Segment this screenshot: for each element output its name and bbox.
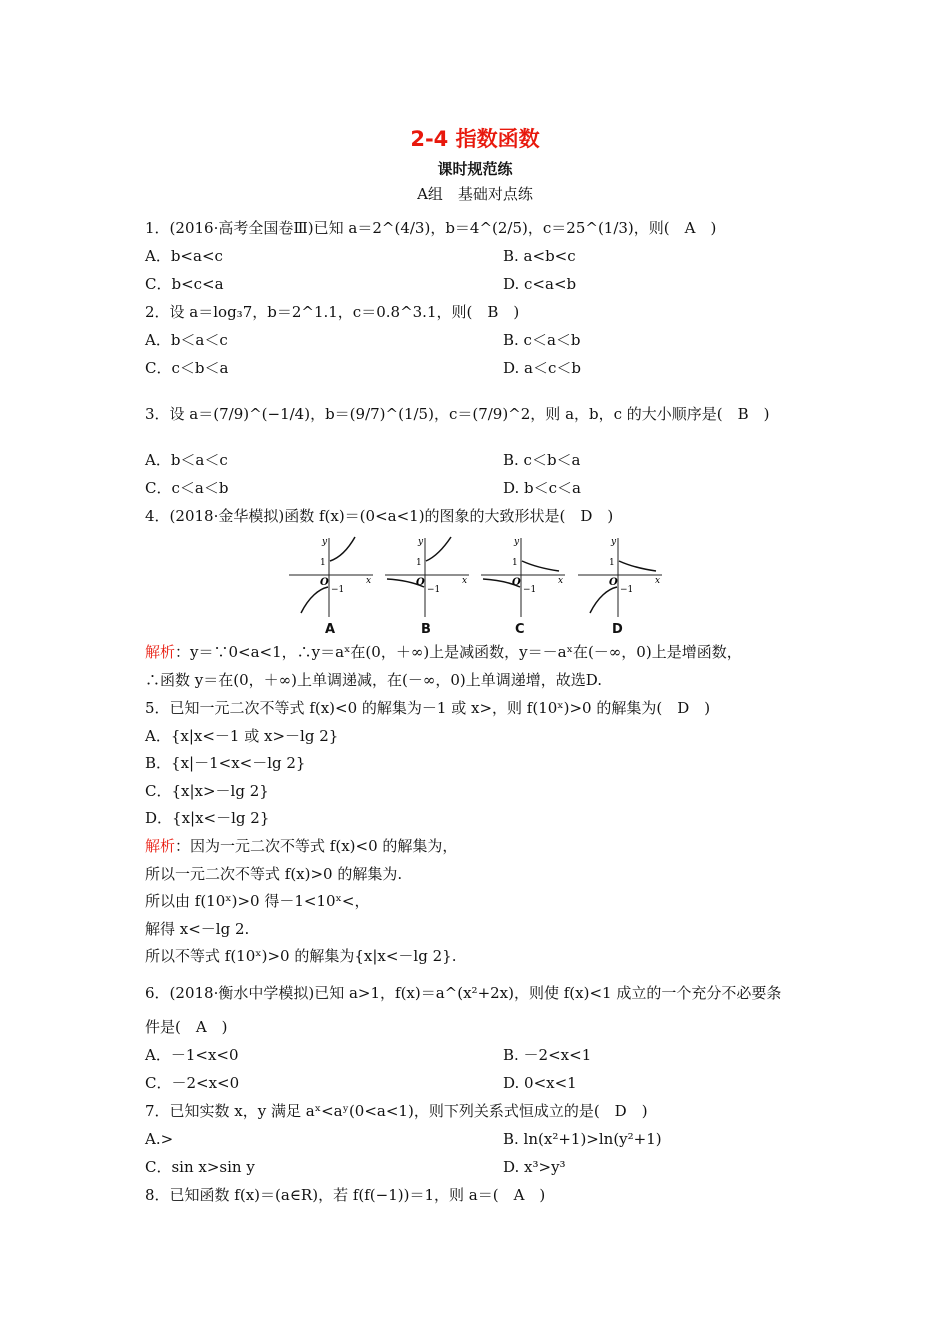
graph-label-b: B bbox=[421, 622, 431, 637]
graph-a bbox=[287, 535, 377, 620]
graph-c bbox=[479, 535, 569, 620]
curve-right bbox=[619, 561, 656, 571]
graph-label-a: A bbox=[325, 622, 336, 637]
q5-option-c: C．{x|x>－lg 2} bbox=[145, 782, 269, 800]
curve-right bbox=[522, 561, 559, 571]
q6-option-c: C．－2<x<0 bbox=[145, 1074, 240, 1092]
q3-option-c: C．c＜a＜b bbox=[145, 479, 229, 497]
q5-option-d: D．{x|x<－lg 2} bbox=[145, 809, 270, 827]
curve-left bbox=[590, 587, 617, 613]
curve-right bbox=[426, 537, 451, 561]
q5-analysis-line-4: 解得 x<－lg 2. bbox=[145, 920, 250, 938]
graph-b bbox=[383, 535, 473, 620]
q1-option-b: B. a<b<c bbox=[503, 247, 576, 265]
q4-analysis-line-1: 解析：y＝∵0<a<1，∴y＝aˣ在(0，＋∞)上是减函数，y＝－aˣ在(－∞，0)上是增函数， bbox=[145, 643, 742, 661]
page-title: 2-4 指数函数 bbox=[410, 127, 540, 151]
q7-option-b: B. ln(x²+1)>ln(y²+1) bbox=[503, 1130, 662, 1148]
q5-option-b: B．{x|－1<x<－lg 2} bbox=[145, 754, 306, 772]
tick-minus-one: −1 bbox=[427, 585, 441, 595]
question-1: 1．(2016·高考全国卷Ⅲ)已知 a＝2^(4/3)，b＝4^(2/5)，c＝25^(1/3)，则( A ) bbox=[145, 219, 717, 237]
tick-minus-one: −1 bbox=[331, 585, 345, 595]
q2-option-c: C．c＜b＜a bbox=[145, 359, 229, 377]
question-2: 2．设 a＝log₃7，b＝2^1.1，c＝0.8^3.1，则( B ) bbox=[145, 303, 520, 321]
q5-analysis-line-2: 所以一元二次不等式 f(x)>0 的解集为. bbox=[145, 865, 403, 883]
axis-y-label: y bbox=[418, 537, 424, 547]
q6-option-a: A．－1<x<0 bbox=[145, 1046, 239, 1064]
q7-option-a: A.> bbox=[145, 1130, 174, 1148]
tick-one: 1 bbox=[416, 558, 422, 568]
q1-option-a: A．b<a<c bbox=[145, 247, 223, 265]
q2-option-a: A．b＜a＜c bbox=[145, 331, 228, 349]
analysis-label: 解析 bbox=[145, 643, 176, 661]
q7-option-d: D. x³>y³ bbox=[503, 1158, 566, 1176]
q1-option-d: D. c<a<b bbox=[503, 275, 577, 293]
question-7: 7．已知实数 x，y 满足 aˣ<aʸ(0<a<1)，则下列关系式恒成立的是( D ) bbox=[145, 1102, 648, 1120]
graph-d bbox=[576, 535, 666, 620]
question-6: 6．(2018·衡水中学模拟)已知 a>1，f(x)＝a^(x²+2x)，则使 f(x)<1 成立的一个充分不必要条 bbox=[145, 984, 782, 1002]
q2-option-b: B. c＜a＜b bbox=[503, 331, 581, 349]
axis-y-label: y bbox=[322, 537, 328, 547]
q4-analysis-line-2: ∴函数 y＝在(0，＋∞)上单调递减，在(－∞，0)上单调递增，故选D. bbox=[145, 671, 602, 689]
origin-label: O bbox=[320, 577, 329, 588]
axis-y-label: y bbox=[514, 537, 520, 547]
q6-option-b: B. －2<x<1 bbox=[503, 1046, 592, 1064]
q2-option-d: D. a＜c＜b bbox=[503, 359, 581, 377]
q7-option-c: C．sin x>sin y bbox=[145, 1158, 255, 1176]
origin-label: O bbox=[416, 577, 425, 588]
q5-analysis-line-5: 所以不等式 f(10ˣ)>0 的解集为{x|x<－lg 2}. bbox=[145, 947, 457, 965]
curve-right bbox=[330, 537, 355, 561]
curve-left bbox=[301, 587, 328, 613]
axis-x-label: x bbox=[655, 576, 661, 586]
question-3: 3．设 a＝(7/9)^(−1/4)，b＝(9/7)^(1/5)，c＝(7/9)^2，则 a，b，c 的大小顺序是( B ) bbox=[145, 405, 770, 423]
axis-x-label: x bbox=[558, 576, 564, 586]
graph-label-d: D bbox=[612, 622, 623, 637]
tick-one: 1 bbox=[320, 558, 326, 568]
axis-y-label: y bbox=[611, 537, 617, 547]
q3-option-d: D. b＜c＜a bbox=[503, 479, 581, 497]
q6-option-d: D. 0<x<1 bbox=[503, 1074, 577, 1092]
q5-analysis-line-1: 解析：因为一元二次不等式 f(x)<0 的解集为， bbox=[145, 837, 458, 855]
question-4: 4．(2018·金华模拟)函数 f(x)＝(0<a<1)的图象的大致形状是( D ) bbox=[145, 507, 614, 525]
q5-option-a: A．{x|x<－1 或 x>－lg 2} bbox=[145, 727, 339, 745]
question-6-cont: 件是( A ) bbox=[145, 1018, 228, 1036]
origin-label: O bbox=[512, 577, 521, 588]
group-heading: A组 基础对点练 bbox=[417, 185, 533, 203]
tick-one: 1 bbox=[609, 558, 615, 568]
tick-minus-one: −1 bbox=[620, 585, 634, 595]
subtitle: 课时规范练 bbox=[437, 160, 513, 178]
tick-minus-one: −1 bbox=[523, 585, 537, 595]
q3-option-a: A．b＜a＜c bbox=[145, 451, 228, 469]
origin-label: O bbox=[609, 577, 618, 588]
axis-x-label: x bbox=[462, 576, 468, 586]
q3-option-b: B. c＜b＜a bbox=[503, 451, 581, 469]
question-8: 8．已知函数 f(x)＝(a∈R)，若 f(f(−1))＝1，则 a＝( A ) bbox=[145, 1186, 546, 1204]
tick-one: 1 bbox=[512, 558, 518, 568]
analysis-label: 解析 bbox=[145, 837, 176, 855]
q1-option-c: C．b<c<a bbox=[145, 275, 224, 293]
graph-label-c: C bbox=[515, 622, 525, 637]
question-5: 5．已知一元二次不等式 f(x)<0 的解集为－1 或 x>，则 f(10ˣ)>0 的解集为( D ) bbox=[145, 699, 711, 717]
axis-x-label: x bbox=[366, 576, 372, 586]
q5-analysis-line-3: 所以由 f(10ˣ)>0 得－1<10ˣ<， bbox=[145, 892, 370, 910]
